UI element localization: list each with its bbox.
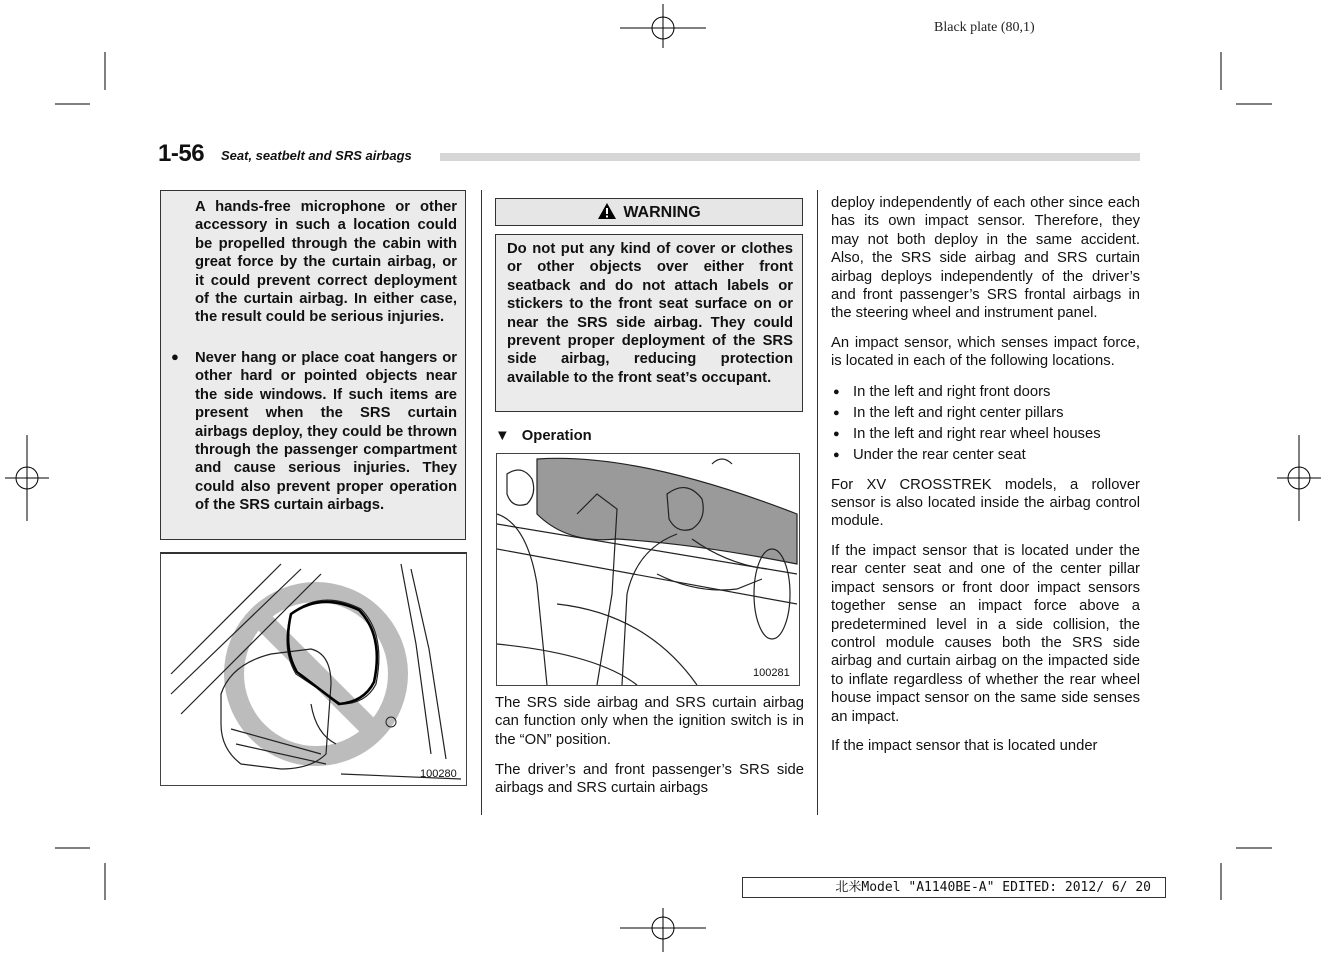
figure-id: 100280	[420, 768, 457, 780]
caution-box	[160, 190, 466, 540]
body-paragraph: The SRS side airbag and SRS curtain airbag can function only when the ignition switch is in the “ON” position.	[495, 695, 804, 748]
warning-triangle-icon	[597, 202, 617, 220]
body-paragraph: If the impact sensor that is located under the rear center seat and one of the center pillar impact sensors or front door impact sensors together sense an impact force above a predetermined level in a side collision, the control module causes both the SRS side airbag and curtain airbag on the impacted side to inflate regardless of whether the rear wheel house impact sensor on the same side senses an impact.	[831, 542, 1140, 725]
bullet-icon: ●	[171, 349, 179, 364]
occupants-airbag-illustration	[496, 453, 800, 686]
body-paragraph: For XV CROSSTREK models, a rollover sensor is also located inside the airbag control module.	[831, 476, 1140, 530]
operation-title: Operation	[521, 428, 592, 444]
header-rule	[440, 153, 1140, 161]
seat-airbag-illustration	[160, 552, 467, 786]
section-marker-icon: ▼	[495, 428, 510, 444]
warning-box	[495, 234, 803, 412]
warning-text: Do not put any kind of cover or clothes or other objects over either front seatback and do not attach labels or stickers to the front seat surface on or near the SRS side airbag. They could prevent proper deployment of the SRS side airbag, reducing protection available to the front seat’s occupant.	[507, 241, 793, 386]
bullet-icon: ●	[833, 385, 840, 398]
body-paragraph: deploy independently of each other since each has its own impact sensor. Therefore, they may not both deploy in the same accident. Also, the SRS side airbag and SRS curtain airbag deploys independently of the driver’s and front passenger’s SRS frontal airbags in the steering wheel and instrument panel.	[831, 195, 1140, 322]
operation-heading	[495, 428, 592, 444]
bullet-icon: ●	[833, 406, 840, 419]
seat-illustration-drawing	[161, 554, 466, 786]
section-title: Seat, seatbelt and SRS airbags	[221, 148, 412, 163]
list-item: ● In the left and right front doors	[831, 382, 1140, 403]
body-paragraph: The driver’s and front passenger’s SRS side airbags and SRS curtain airbags	[495, 762, 804, 797]
caution-paragraph: A hands-free microphone or other accessory in such a location could be propelled through the cabin with great force by the curtain airbag, or it could prevent correct deployment of the curtain airbag. In either case, the result could be serious injuries.	[195, 199, 457, 326]
list-item: ● In the left and right center pillars	[831, 403, 1140, 424]
bullet-icon: ●	[833, 427, 840, 440]
body-paragraph: An impact sensor, which senses impact force, is located in each of the following locations.	[831, 334, 1140, 370]
sensor-location-list	[831, 382, 1140, 466]
figure-id: 100281	[753, 667, 790, 679]
occupants-illustration-drawing	[497, 454, 799, 685]
column-divider	[481, 190, 482, 815]
list-item: ● In the left and right rear wheel houses	[831, 424, 1140, 445]
warning-label: WARNING	[623, 204, 701, 221]
bullet-icon: ●	[833, 448, 840, 461]
edit-footer: 北米Model "A1140BE-A" EDITED: 2012/ 6/ 20	[742, 877, 1166, 898]
list-item: ● Under the rear center seat	[831, 445, 1140, 466]
body-paragraph: If the impact sensor that is located under	[831, 737, 1098, 754]
column-divider	[817, 190, 818, 815]
column-3-text	[831, 194, 1140, 766]
caution-paragraph: Never hang or place coat hangers or other hard or pointed objects near the side windows. If such items are present when the SRS curtain airbags deploy, they could be thrown through the passenger compartment and cause serious injuries. They could also prevent proper operation of the SRS curtain airbags.	[195, 350, 457, 514]
plate-label: Black plate (80,1)	[934, 20, 1035, 35]
warning-header	[495, 198, 803, 226]
page-number: 1-56	[158, 140, 205, 167]
